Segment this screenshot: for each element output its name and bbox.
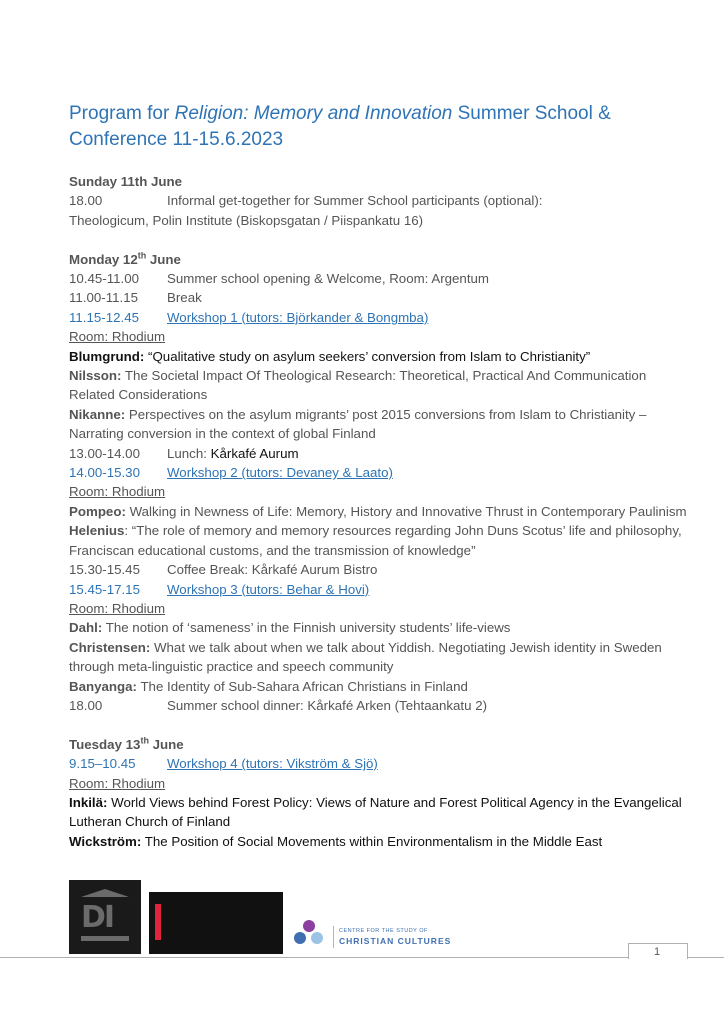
talk-item: Nikanne: Perspectives on the asylum migrants’ post 2015 conversions from Islam to Christianity – Narrating conversion in the context of global Finland [69, 406, 647, 442]
building-base-icon [81, 936, 129, 941]
schedule-item: 18.00 Informal get-together for Summer School participants (optional): [69, 193, 543, 209]
hexagon-blue-icon [294, 932, 306, 944]
cscc-logo-title: CHRISTIAN CULTURES [339, 936, 452, 946]
room-label: Room: Rhodium [69, 775, 166, 791]
workshop-1-link[interactable]: 11.15-12.45 Workshop 1 (tutors: Björkander & Bongmba) [69, 309, 429, 325]
building-roof-icon [81, 889, 129, 897]
room-label: Room: Rhodium [69, 484, 166, 500]
talk-item: Blumgrund: “Qualitative study on asylum seekers’ conversion from Islam to Christianity” [69, 348, 591, 364]
schedule-item: 11.00-11.15 Break [69, 290, 202, 306]
hexagon-lightblue-icon [311, 932, 323, 944]
workshop-3-link[interactable]: 15.45-17.15 Workshop 3 (tutors: Behar & Hovi) [69, 581, 370, 597]
day-heading-monday: Monday 12th June [69, 250, 181, 267]
di-logo-letters: DI [81, 900, 114, 935]
talk-item: Wickström: The Position of Social Movements within Environmentalism in the Middle East [69, 833, 603, 849]
room-label: Room: Rhodium [69, 329, 166, 345]
bookmark-logo [149, 892, 283, 954]
workshop-2-link[interactable]: 14.00-15.30 Workshop 2 (tutors: Devaney & Laato) [69, 465, 393, 481]
talk-item: Dahl: The notion of ‘sameness’ in the Finnish university students’ life-views [69, 620, 511, 636]
talk-item: Inkilä: World Views behind Forest Policy: Views of Nature and Forest Political Agency in the Evangelical Lutheran Church of Finland [69, 794, 682, 830]
schedule-item: 15.30-15.45 Coffee Break: Kårkafé Aurum Bistro [69, 562, 378, 578]
talk-item: Christensen: What we talk about when we talk about Yiddish. Negotiating Jewish identity in Sweden through meta-linguistic practice and speech community [69, 639, 662, 675]
footer-rule [0, 957, 724, 958]
red-bookmark-icon [155, 904, 161, 940]
logo-divider [333, 926, 334, 948]
talk-item: Pompeo: Walking in Newness of Life: Memory, History and Innovative Thrust in Contemporary Paulinism [69, 503, 687, 519]
schedule-item-cont: Theologicum, Polin Institute (Biskopsgatan / Piispankatu 16) [69, 212, 424, 228]
page-number: 1 [653, 946, 661, 958]
logo-strip [69, 880, 489, 954]
talk-item: Banyanga: The Identity of Sub-Sahara African Christians in Finland [69, 678, 468, 694]
page-title: Program for Religion: Memory and Innovation Summer School & Conference 11-15.6.2023 [69, 103, 611, 150]
room-label: Room: Rhodium [69, 600, 166, 616]
schedule-item: 10.45-11.00 Summer school opening & Welcome, Room: Argentum [69, 271, 489, 287]
program-content [69, 172, 689, 851]
schedule-item: 13.00-14.00 Lunch: Kårkafé Aurum [69, 445, 299, 461]
talk-item: Nilsson: The Societal Impact Of Theological Research: Theoretical, Practical And Communication Related Considerations [69, 368, 647, 403]
day-heading-tuesday: Tuesday 13th June [69, 735, 184, 752]
workshop-4-link[interactable]: 9.15–10.45 Workshop 4 (tutors: Vikström & Sjö) [69, 756, 378, 772]
talk-item: Helenius: “The role of memory and memory resources regarding John Duns Scotus’ life and philosophy, Franciscan educational customs, and the transmission of knowledge” [69, 523, 682, 558]
di-logo [69, 880, 141, 954]
cscc-logo-subtitle: CENTRE FOR THE STUDY OF [339, 928, 428, 934]
hexagon-purple-icon [303, 920, 315, 932]
day-heading-sunday: Sunday 11th June [69, 174, 183, 189]
title-italic: Religion: Memory and Innovation [174, 103, 453, 124]
cscc-logo [291, 918, 491, 954]
schedule-item: 18.00 Summer school dinner: Kårkafé Arken (Tehtaankatu 2) [69, 697, 488, 713]
